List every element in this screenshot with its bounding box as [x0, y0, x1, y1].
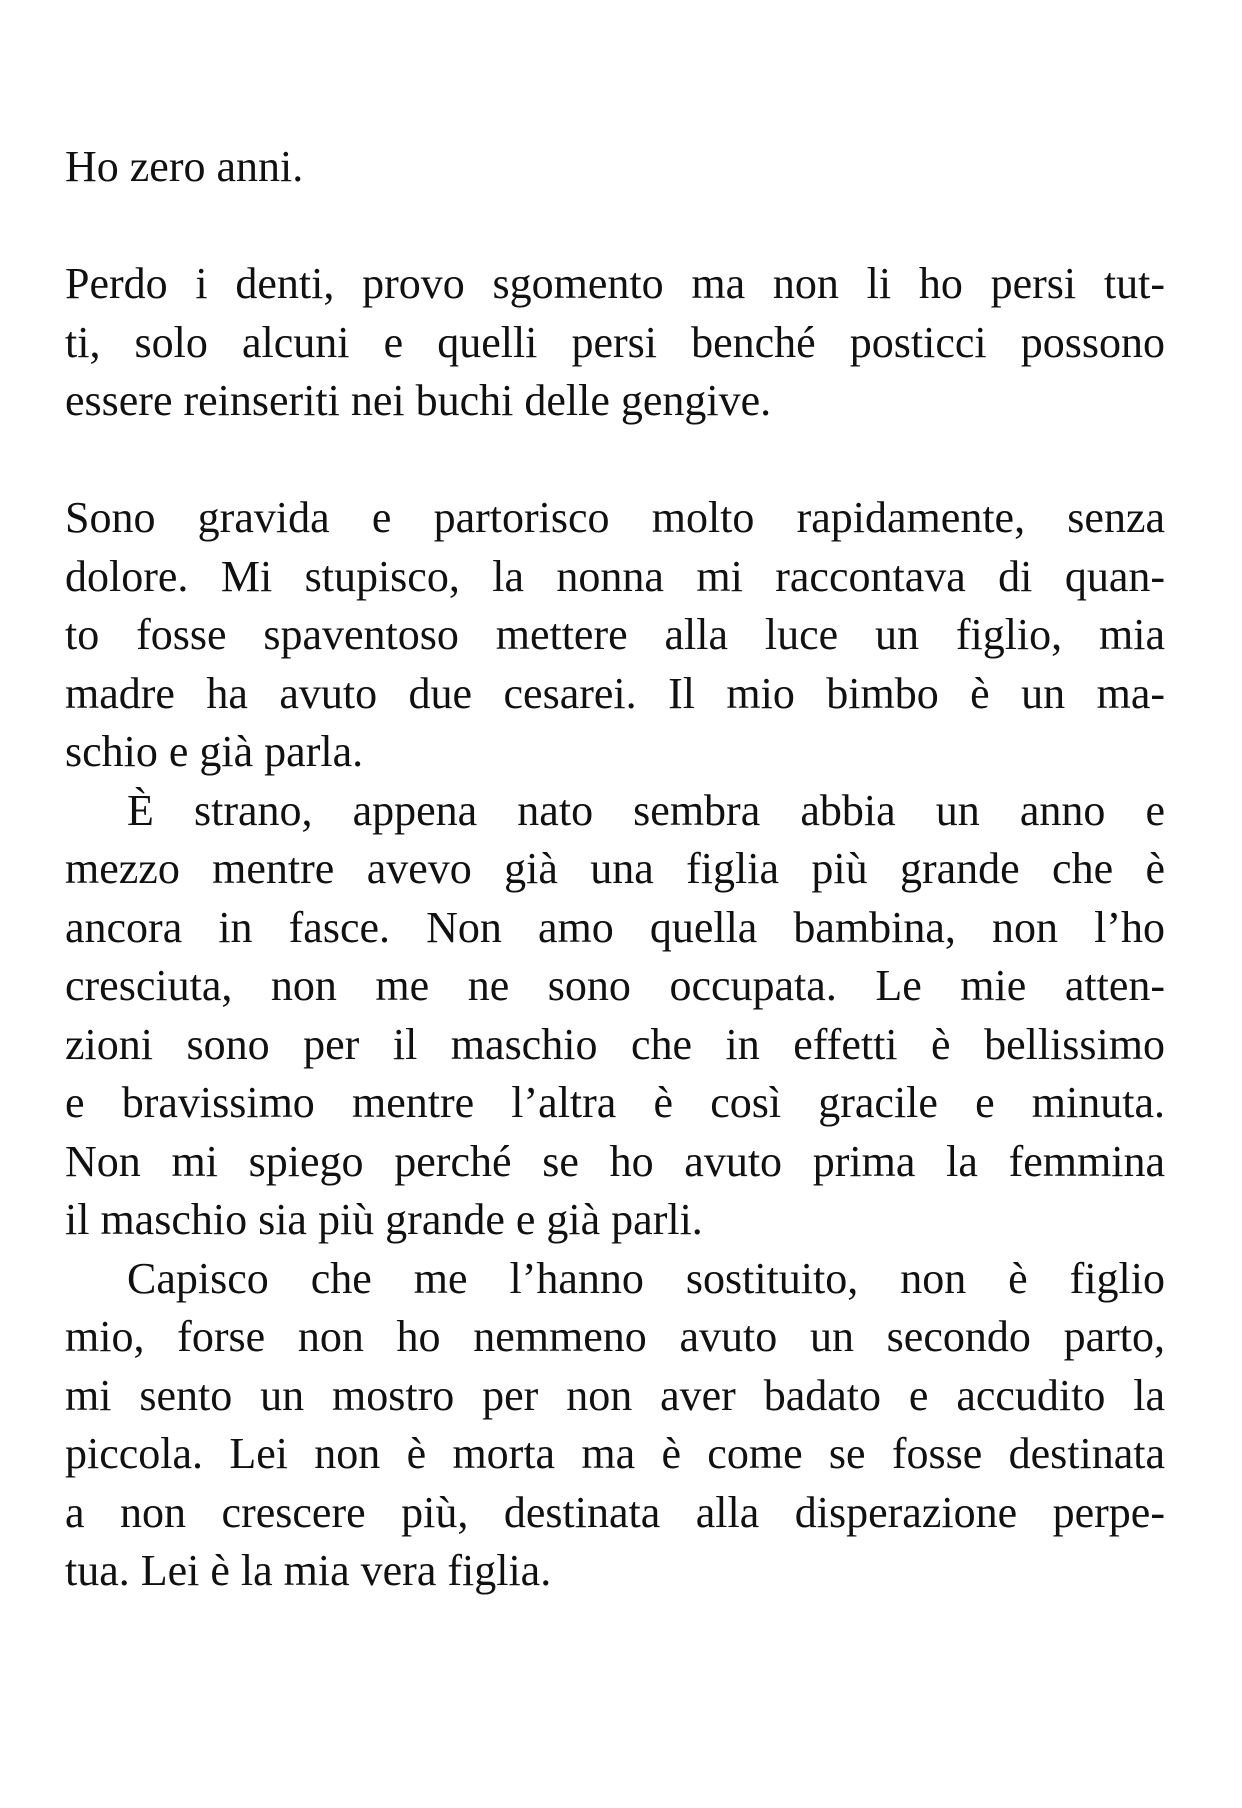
paragraph-2: [65, 255, 1165, 431]
text-line: Perdo i denti, provo sgomento ma non li ho persi tut-: [65, 259, 1165, 308]
page-text: [65, 138, 1165, 1601]
paragraph-1: [65, 138, 1165, 197]
text-line: Capisco che me l’hanno sostituito, non è figlio: [127, 1253, 1165, 1303]
text-line: Ho zero anni.: [65, 142, 304, 191]
text-line: a non crescere più, destinata alla disperazione perpe-: [65, 1487, 1165, 1537]
text-line: mezzo mentre avevo già una figlia più grande che è: [65, 844, 1165, 893]
text-line: e bravissimo mentre l’altra è così gracile e minuta.: [65, 1078, 1165, 1127]
paragraph-gap: [65, 197, 1165, 256]
text-line: dolore. Mi stupisco, la nonna mi raccontava di quan-: [65, 551, 1165, 601]
text-line: mio, forse non ho nemmeno avuto un secondo parto,: [65, 1312, 1165, 1361]
text-line: ancora in fasce. Non amo quella bambina, non l’ho: [65, 902, 1165, 952]
paragraph-gap: [65, 431, 1165, 490]
paragraph-5: [65, 1250, 1165, 1601]
text-line: cresciuta, non me ne sono occupata. Le mie atten-: [65, 961, 1165, 1010]
text-line: schio e già parla.: [65, 727, 364, 776]
text-line: ti, solo alcuni e quelli persi benché posticci possono: [65, 317, 1165, 367]
text-line: zioni sono per il maschio che in effetti è bellissimo: [65, 1019, 1165, 1069]
text-line: mi sento un mostro per non aver badato e accudito la: [65, 1370, 1165, 1420]
text-line: piccola. Lei non è morta ma è come se fosse destinata: [65, 1429, 1165, 1478]
text-line: madre ha avuto due cesarei. Il mio bimbo è un ma-: [65, 668, 1165, 718]
text-line: il maschio sia più grande e già parli.: [65, 1195, 703, 1244]
paragraph-3: [65, 489, 1165, 782]
text-line: Sono gravida e partorisco molto rapidamente, senza: [65, 493, 1165, 542]
text-line: to fosse spaventoso mettere alla luce un figlio, mia: [65, 610, 1165, 659]
text-line: essere reinseriti nei buchi delle gengive.: [65, 376, 772, 425]
text-line: È strano, appena nato sembra abbia un anno e: [127, 785, 1165, 835]
text-line: tua. Lei è la mia vera figlia.: [65, 1546, 552, 1595]
text-line: Non mi spiego perché se ho avuto prima la femmina: [65, 1136, 1165, 1186]
paragraph-4: [65, 782, 1165, 1250]
